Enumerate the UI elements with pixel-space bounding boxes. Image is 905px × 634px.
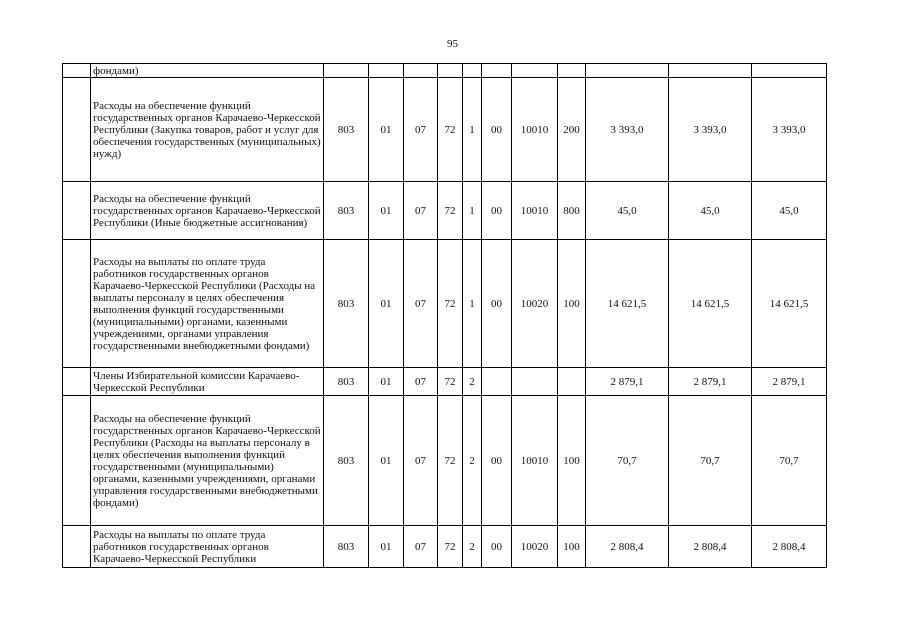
code-expense-type: 100 [558, 396, 586, 526]
code-ministry: 803 [324, 182, 369, 240]
code-main-event [482, 64, 512, 78]
code-section: 01 [369, 396, 404, 526]
code-direction: 10020 [512, 526, 558, 568]
row-index-cell [63, 526, 91, 568]
code-expense-type: 800 [558, 182, 586, 240]
table-row [63, 240, 827, 368]
amount-year-3: 2 808,4 [752, 526, 827, 568]
row-description: Расходы на обеспечение функций государственных органов Карачаево-Черкесской Республики (Расходы на выплаты персоналу в целях обеспечения выполнения функций государственными (муниципальными) органами, казенными учреждениями, органами управления государственными внебюджетными фондами) [91, 396, 324, 526]
amount-year-1: 3 393,0 [586, 78, 669, 182]
code-subsection: 07 [404, 526, 438, 568]
code-main-event: 00 [482, 396, 512, 526]
code-ministry: 803 [324, 526, 369, 568]
code-direction: 10010 [512, 182, 558, 240]
amount-year-2 [669, 64, 752, 78]
row-index-cell [63, 64, 91, 78]
code-subsection: 07 [404, 240, 438, 368]
code-subsection: 07 [404, 182, 438, 240]
table-row [63, 526, 827, 568]
code-expense-type: 200 [558, 78, 586, 182]
code-subsection: 07 [404, 396, 438, 526]
row-description: Расходы на выплаты по оплате труда работников государственных органов Карачаево-Черкесской Республики (Расходы на выплаты персоналу в целях обеспечения выполнения функций государственными (муниципальными) органами, казенными учреждениями, органами управления государственными внебюджетными фондами) [91, 240, 324, 368]
code-main-event: 00 [482, 182, 512, 240]
code-expense-type: 100 [558, 240, 586, 368]
amount-year-3: 70,7 [752, 396, 827, 526]
row-description: Расходы на выплаты по оплате труда работников государственных органов Карачаево-Черкесской Республики [91, 526, 324, 568]
code-direction [512, 64, 558, 78]
row-index-cell [63, 240, 91, 368]
code-program: 72 [438, 396, 463, 526]
code-ministry: 803 [324, 368, 369, 396]
code-section: 01 [369, 182, 404, 240]
table-row [63, 182, 827, 240]
code-program: 72 [438, 182, 463, 240]
code-expense-type: 100 [558, 526, 586, 568]
row-description: Расходы на обеспечение функций государственных органов Карачаево-Черкесской Республики (Закупка товаров, работ и услуг для обеспечения государственных (муниципальных) нужд) [91, 78, 324, 182]
code-main-event: 00 [482, 78, 512, 182]
table-row [63, 396, 827, 526]
code-expense-type [558, 64, 586, 78]
row-description: Расходы на обеспечение функций государственных органов Карачаево-Черкесской Республики (Иные бюджетные ассигнования) [91, 182, 324, 240]
amount-year-2: 70,7 [669, 396, 752, 526]
code-direction: 10020 [512, 240, 558, 368]
code-ministry [324, 64, 369, 78]
code-direction [512, 368, 558, 396]
amount-year-3 [752, 64, 827, 78]
table-row [63, 78, 827, 182]
amount-year-1 [586, 64, 669, 78]
amount-year-2: 14 621,5 [669, 240, 752, 368]
amount-year-1: 2 879,1 [586, 368, 669, 396]
row-index-cell [63, 182, 91, 240]
row-index-cell [63, 78, 91, 182]
code-ministry: 803 [324, 396, 369, 526]
code-main-event: 00 [482, 240, 512, 368]
code-ministry: 803 [324, 78, 369, 182]
code-expense-type [558, 368, 586, 396]
code-direction: 10010 [512, 78, 558, 182]
code-subsection [404, 64, 438, 78]
table-row [63, 64, 827, 78]
code-subprogram: 2 [463, 526, 482, 568]
code-section: 01 [369, 526, 404, 568]
code-subprogram: 1 [463, 78, 482, 182]
amount-year-3: 2 879,1 [752, 368, 827, 396]
code-subprogram: 2 [463, 396, 482, 526]
amount-year-3: 45,0 [752, 182, 827, 240]
amount-year-2: 45,0 [669, 182, 752, 240]
code-subprogram: 1 [463, 182, 482, 240]
code-main-event [482, 368, 512, 396]
code-main-event: 00 [482, 526, 512, 568]
code-program: 72 [438, 368, 463, 396]
code-section: 01 [369, 368, 404, 396]
code-subsection: 07 [404, 368, 438, 396]
code-ministry: 803 [324, 240, 369, 368]
amount-year-1: 70,7 [586, 396, 669, 526]
amount-year-2: 2 879,1 [669, 368, 752, 396]
code-program: 72 [438, 240, 463, 368]
code-subprogram: 2 [463, 368, 482, 396]
row-index-cell [63, 396, 91, 526]
code-section: 01 [369, 78, 404, 182]
code-program [438, 64, 463, 78]
code-section: 01 [369, 240, 404, 368]
amount-year-3: 3 393,0 [752, 78, 827, 182]
budget-table [62, 63, 827, 568]
page-number: 95 [447, 38, 458, 50]
row-description: Члены Избирательной комиссии Карачаево-Черкесской Республики [91, 368, 324, 396]
amount-year-2: 3 393,0 [669, 78, 752, 182]
amount-year-1: 2 808,4 [586, 526, 669, 568]
code-program: 72 [438, 78, 463, 182]
code-program: 72 [438, 526, 463, 568]
code-subprogram [463, 64, 482, 78]
amount-year-2: 2 808,4 [669, 526, 752, 568]
code-subprogram: 1 [463, 240, 482, 368]
code-direction: 10010 [512, 396, 558, 526]
amount-year-1: 14 621,5 [586, 240, 669, 368]
row-description: фондами) [91, 64, 324, 78]
table-row [63, 368, 827, 396]
code-section [369, 64, 404, 78]
code-subsection: 07 [404, 78, 438, 182]
amount-year-3: 14 621,5 [752, 240, 827, 368]
amount-year-1: 45,0 [586, 182, 669, 240]
row-index-cell [63, 368, 91, 396]
